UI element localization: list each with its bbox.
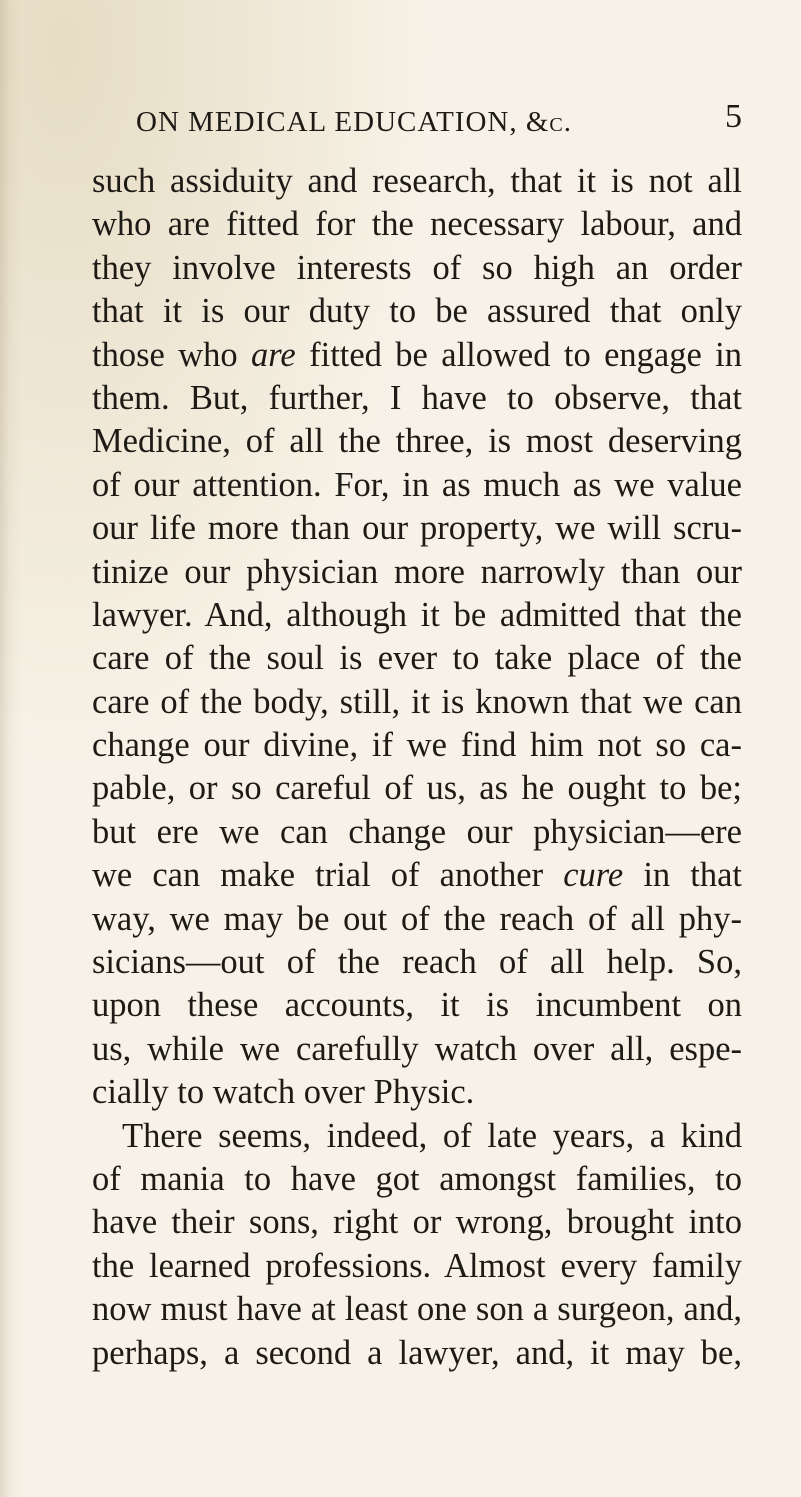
text-line: of our attention. For, in as much as we value — [92, 465, 742, 504]
text-line: sicians—out of the reach of all help. So, — [92, 943, 742, 982]
text-line: cially to watch over Physic. — [92, 1073, 475, 1112]
text-line: but ere we can change our physician—ere — [92, 812, 742, 851]
text-line: way, we may be out of the reach of all phy- — [92, 899, 742, 938]
text-line: pable, or so careful of us, as he ought to be; — [92, 769, 742, 808]
text-line: tinize our physician more narrowly than our — [92, 552, 742, 591]
text-line: now must have at least one son a surgeon, and, — [92, 1290, 742, 1329]
emphasis-text: are — [251, 335, 296, 374]
text-fragment: those who — [92, 335, 252, 374]
text-line: the learned professions. Almost every family — [92, 1246, 742, 1285]
text-line: us, while we carefully watch over all, espe- — [92, 1029, 742, 1068]
text-line: that it is our duty to be assured that only — [92, 292, 742, 331]
text-line: upon these accounts, it is incumbent on — [92, 986, 742, 1025]
text-line — [92, 334, 742, 377]
text-fragment: fitted be allowed to engage in — [295, 335, 742, 374]
text-line: Medicine, of all the three, is most deserving — [92, 422, 742, 461]
text-fragment: we can make trial of another — [92, 856, 564, 895]
text-line: who are fitted for the necessary labour, and — [92, 205, 742, 244]
text-line: of mania to have got amongst families, to — [92, 1159, 742, 1198]
text-line — [92, 854, 742, 897]
running-head: ON MEDICAL EDUCATION, &c. — [136, 106, 572, 138]
text-line: they involve interests of so high an order — [92, 248, 742, 287]
text-line: There seems, indeed, of late years, a kind — [122, 1116, 742, 1155]
page-number: 5 — [725, 98, 742, 135]
text-line: care of the soul is ever to take place of the — [92, 639, 742, 678]
emphasis-text: cure — [563, 856, 624, 895]
text-line: such assiduity and research, that it is not all — [92, 162, 742, 200]
text-line: care of the body, still, it is known that we can — [92, 682, 742, 721]
text-line: lawyer. And, although it be admitted that the — [92, 595, 742, 634]
text-line: perhaps, a second a lawyer, and, it may be, — [92, 1333, 742, 1372]
page-header — [136, 98, 742, 146]
text-line: have their sons, right or wrong, brought into — [92, 1203, 742, 1242]
text-line: change our divine, if we find him not so ca- — [92, 726, 742, 765]
body-text — [92, 160, 742, 1375]
text-line: our life more than our property, we will scru- — [92, 509, 742, 548]
text-line: them. But, further, I have to observe, that — [92, 378, 742, 417]
text-fragment: in that — [623, 856, 742, 895]
